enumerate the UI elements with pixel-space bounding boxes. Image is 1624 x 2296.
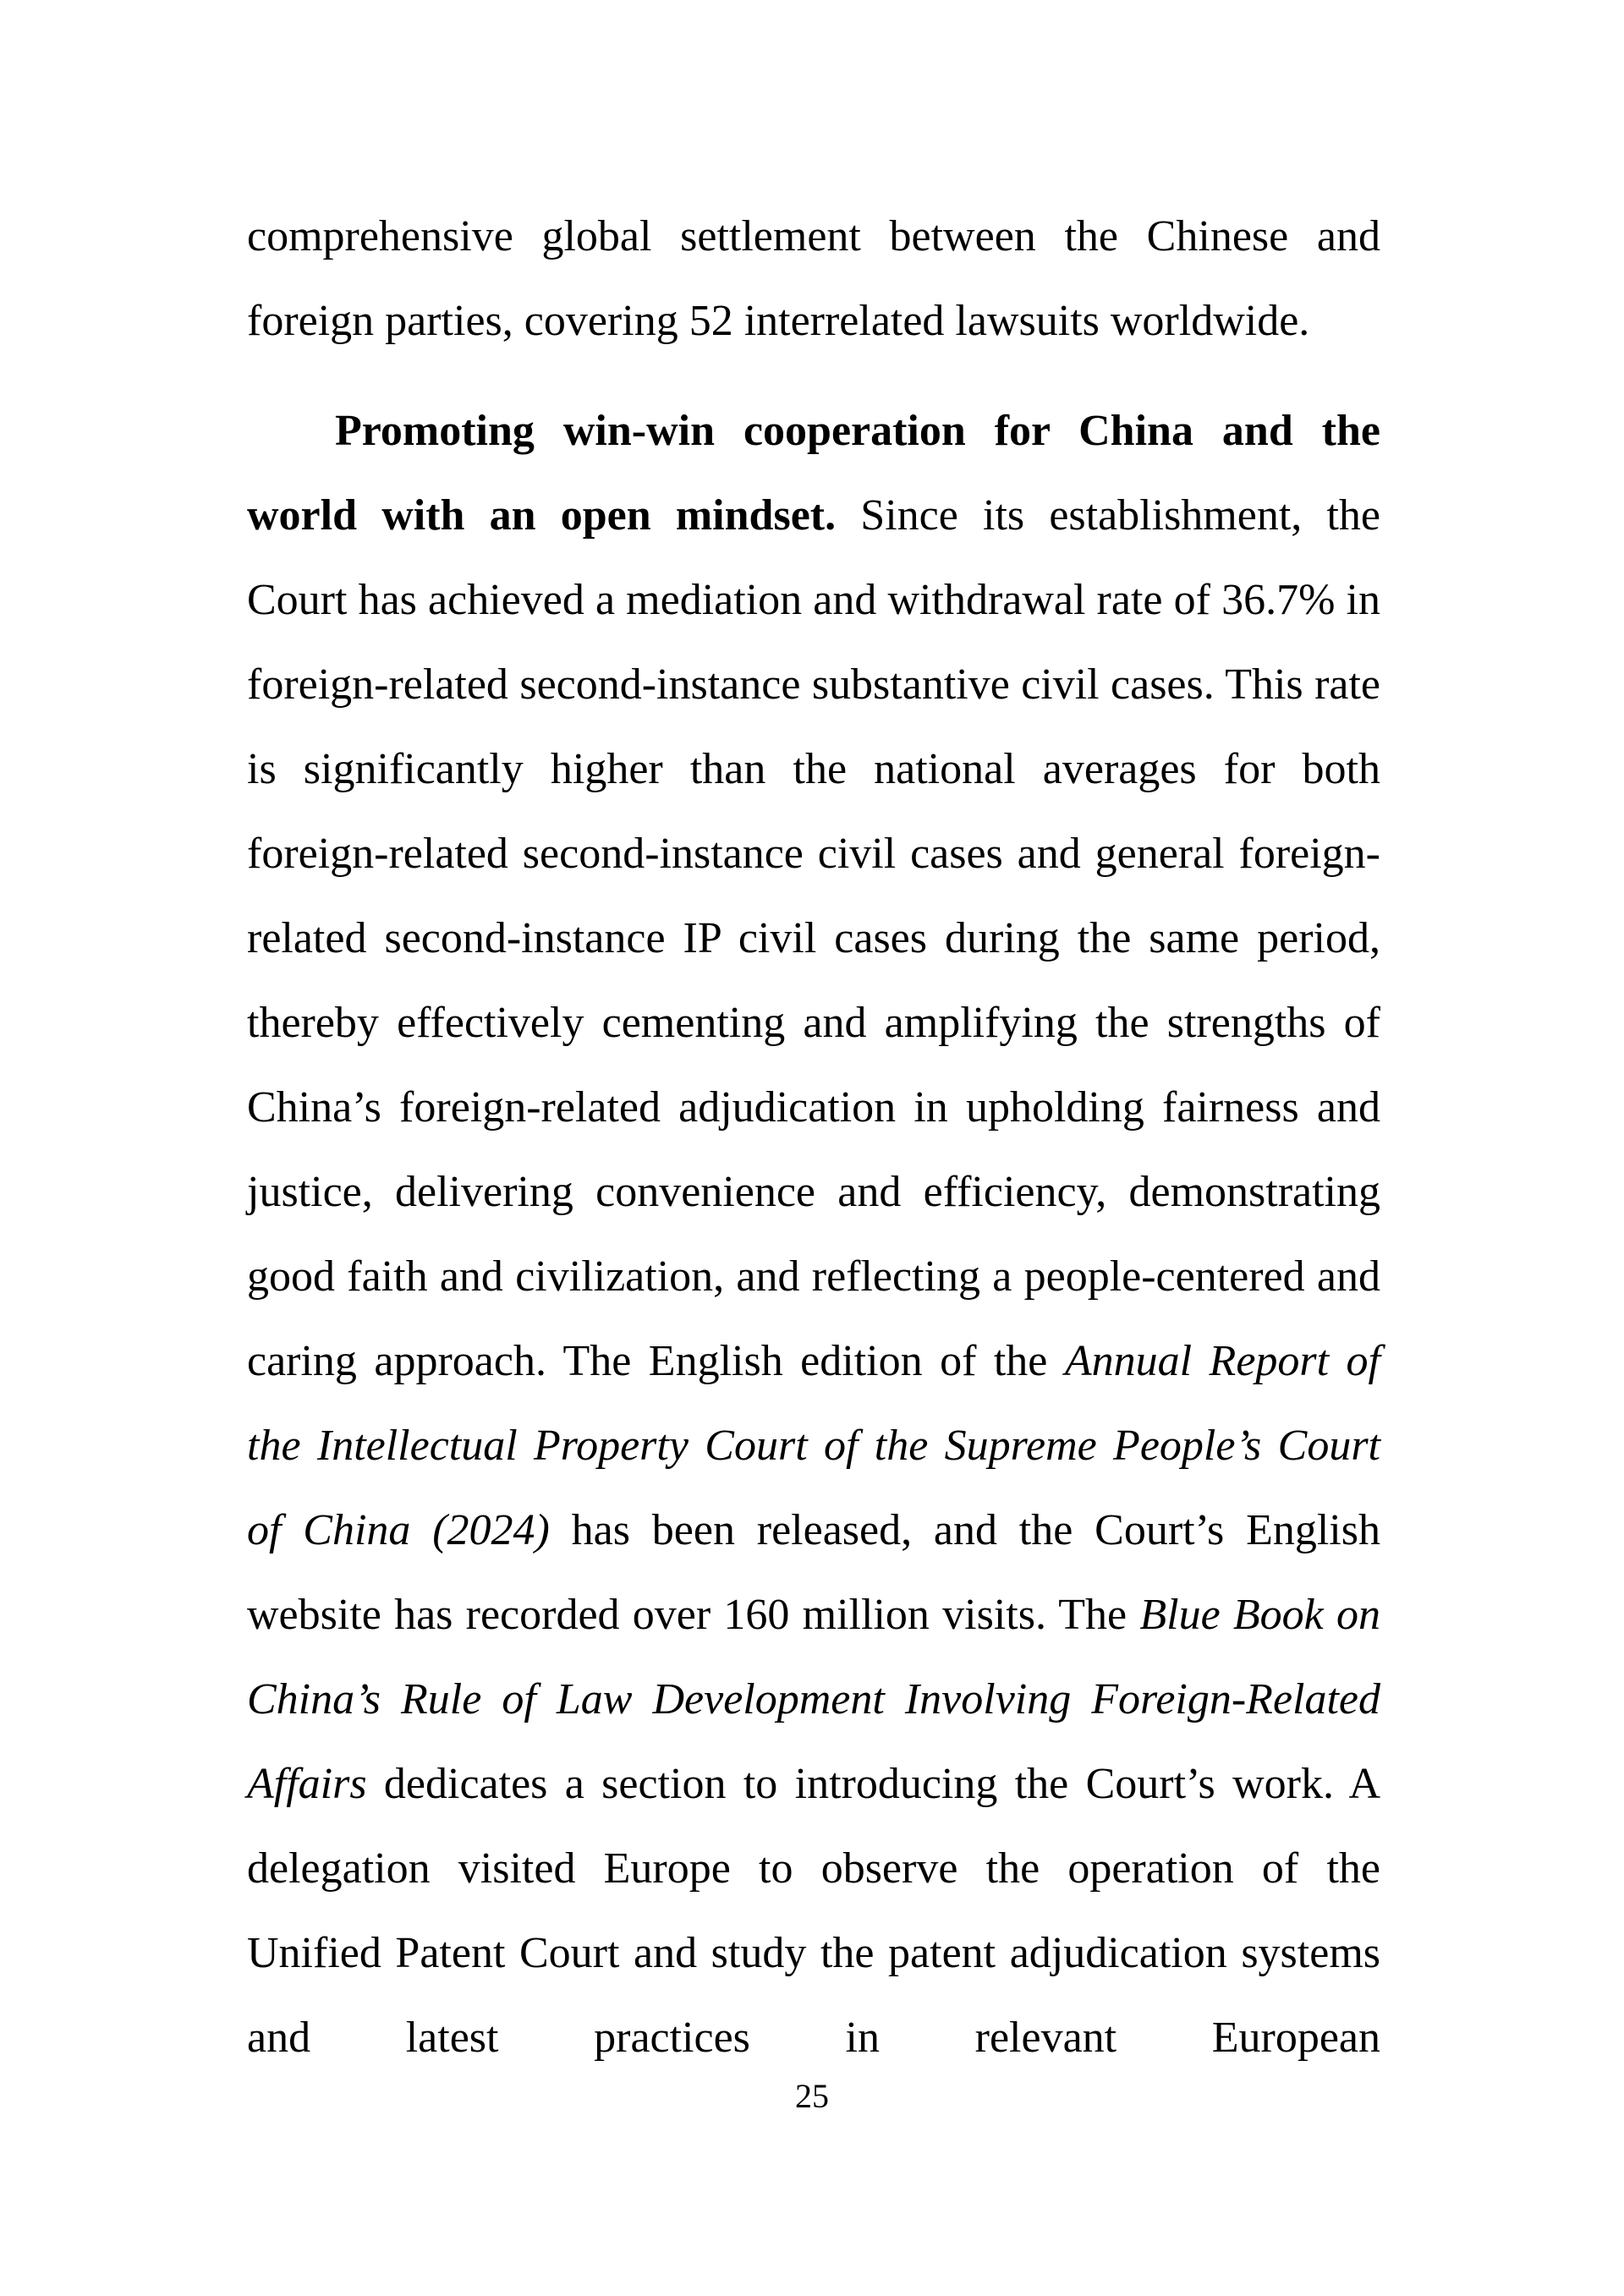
text-run-regular: Since its establishment, the Court has achieved a mediation and withdrawal rate of 36.7% in foreign-related second-instance substantive civil cases. This rate is significantly higher than the national averages for both foreign-related second-instance civil cases and general foreign-related second-instance IP civil cases during the same period, thereby effectively cementing and amplifying the strengths of China’s foreign-related adjudication in upholding fairness and justice, delivering convenience and efficiency, demonstrating good faith and civilization, and reflecting a people-centered and caring approach. The English edition of the [247,491,1380,1385]
text-run-bold: Promoting win-win cooperation for China and the world with an open mindset. [247,407,1380,540]
text-run-regular: has been released, and the Court’s English website has recorded over 160 million visits. The [247,1506,1380,1639]
body-text [247,195,1380,2080]
text-run-italic: Annual Report of the Intellectual Property Court of the Supreme People’s Court of China (2024) [247,1337,1381,1554]
paragraph [247,195,1380,364]
page-number: 25 [795,2077,829,2115]
text-run-regular: dedicates a section to introducing the Court’s work. A delegation visited Europe to observe the operation of the Unified Patent Court and study the patent adjudication systems and latest practices in relevant European [247,1760,1380,2062]
paragraph [247,389,1380,2080]
text-run-regular: comprehensive global settlement between the Chinese and foreign parties, covering 52 interrelated lawsuits worldwide. [247,212,1380,345]
text-run-italic: Blue Book on China’s Rule of Law Development Involving Foreign-Related Affairs [247,1591,1381,1808]
